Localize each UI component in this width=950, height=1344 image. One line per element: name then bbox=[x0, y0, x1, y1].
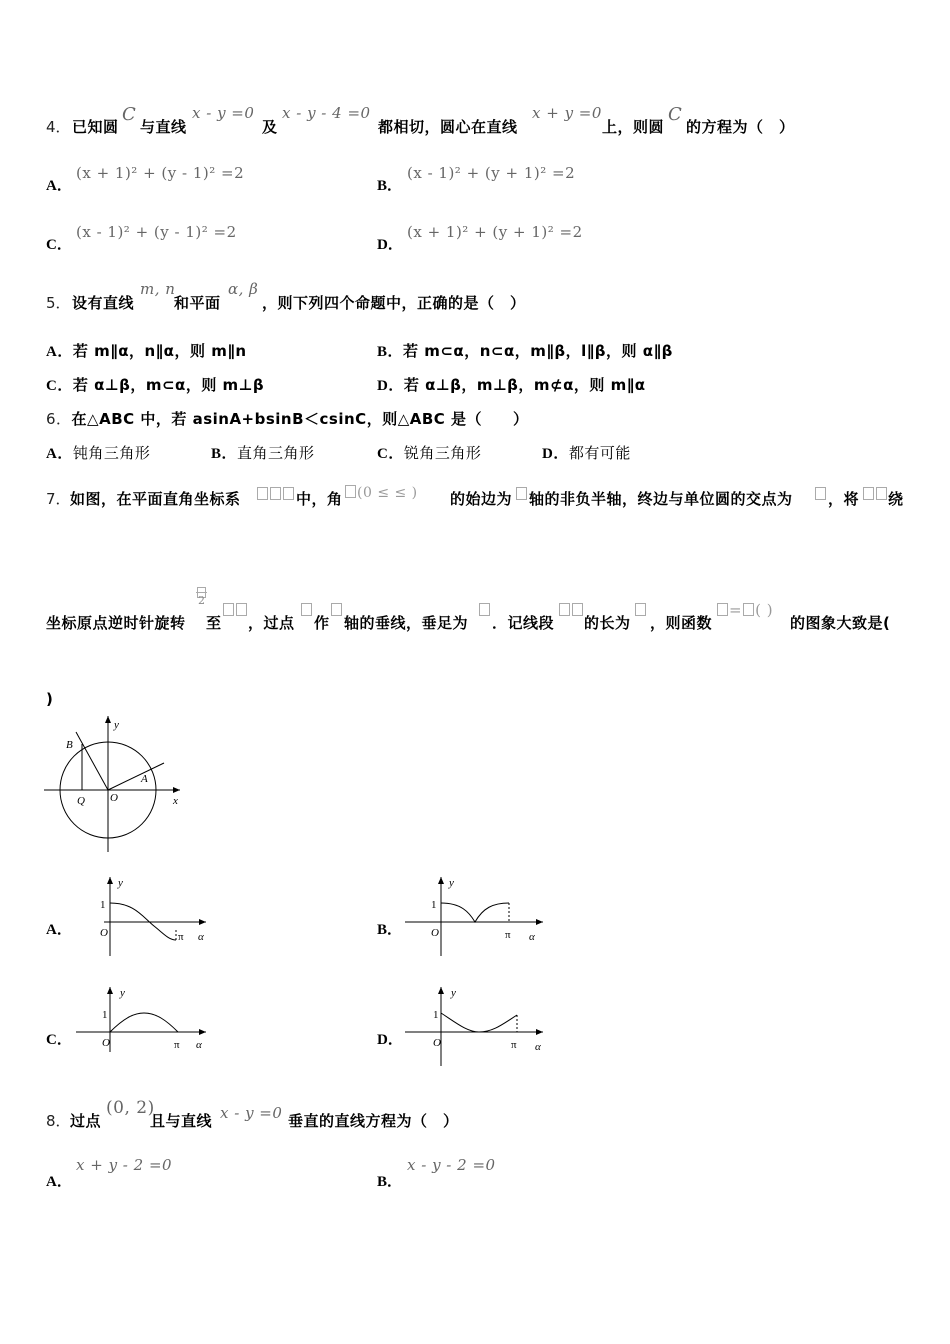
equals: = bbox=[729, 601, 743, 619]
option-expr: x - y - 2 =0 bbox=[407, 1156, 496, 1174]
tick-one: 1 bbox=[433, 1009, 439, 1021]
tick-one: 1 bbox=[102, 1009, 108, 1021]
placeholder-glyph bbox=[222, 600, 248, 619]
graph-b bbox=[403, 872, 583, 962]
q7-text: 的始边为 bbox=[450, 490, 513, 508]
option-label: B． bbox=[377, 344, 404, 360]
option-label: A． bbox=[46, 344, 73, 360]
y-arrow-icon bbox=[107, 987, 113, 994]
option-expr: (x - 1)² + (y + 1)² =2 bbox=[407, 164, 576, 182]
placeholder-glyph bbox=[330, 600, 343, 619]
q5-number: 5． bbox=[46, 294, 71, 312]
unit-circle-figure bbox=[40, 712, 200, 862]
x-arrow-icon bbox=[536, 1029, 543, 1035]
option-text: 直角三角形 bbox=[237, 444, 315, 462]
fraction-denominator: 2 bbox=[198, 594, 205, 607]
option-label: B． bbox=[211, 446, 238, 462]
y-label: y bbox=[114, 719, 119, 731]
q7-text: 轴的垂线，垂足为 bbox=[344, 614, 469, 632]
x-arrow-icon bbox=[173, 787, 180, 793]
placeholder-glyph bbox=[814, 484, 827, 503]
y-arrow-icon bbox=[438, 987, 444, 994]
graph-c bbox=[74, 982, 254, 1072]
alpha-label: α bbox=[529, 931, 535, 943]
option-text: 锐角三角形 bbox=[403, 444, 482, 462]
placeholder-glyph bbox=[634, 600, 647, 619]
option-label: A． bbox=[46, 178, 72, 194]
origin-label: O bbox=[431, 927, 439, 939]
q4-text: 已知圆 bbox=[72, 118, 119, 136]
placeholder-glyph bbox=[515, 484, 528, 503]
q4-number: 4． bbox=[46, 118, 71, 136]
origin-label: O bbox=[102, 1037, 110, 1049]
fraction-bar bbox=[196, 592, 207, 593]
q4-circle-c2: C bbox=[668, 104, 683, 125]
option-expr: (x + 1)² + (y + 1)² =2 bbox=[407, 223, 583, 241]
alpha-label: α bbox=[196, 1039, 202, 1051]
q7-text: ，则函数 bbox=[650, 614, 713, 632]
q7-text: ．记线段 bbox=[492, 614, 555, 632]
q6-option-b[interactable] bbox=[211, 442, 315, 463]
x-arrow-icon bbox=[536, 919, 543, 925]
x-label: x bbox=[173, 795, 178, 807]
q4-line1: x - y =0 bbox=[192, 104, 255, 122]
option-label: B． bbox=[377, 1174, 403, 1190]
origin-label: O bbox=[433, 1037, 441, 1049]
q8-line: x - y =0 bbox=[220, 1104, 283, 1122]
placeholder-glyph bbox=[862, 484, 888, 503]
y-arrow-icon bbox=[107, 877, 113, 884]
q7-text: 作 bbox=[314, 614, 330, 632]
q4-text: 都相切，圆心在直线 bbox=[378, 118, 518, 136]
q8-number: 8． bbox=[46, 1112, 71, 1130]
placeholder-glyph bbox=[300, 600, 313, 619]
q7-angle bbox=[344, 482, 418, 501]
option-text: 若 α⊥β，m⊥β，m⊄α，则 m∥α bbox=[403, 376, 646, 394]
q4-text: 的方程为（ ） bbox=[686, 118, 795, 136]
q6-number: 6． bbox=[46, 410, 72, 428]
q4-text: 上，则圆 bbox=[602, 118, 665, 136]
point-a-label: A bbox=[141, 773, 148, 785]
option-label: C． bbox=[377, 446, 404, 462]
question-6 bbox=[46, 408, 529, 429]
q8-text: 且与直线 bbox=[150, 1112, 213, 1130]
y-arrow-icon bbox=[438, 877, 444, 884]
option-text: 若 m∥α，n∥α，则 m∥n bbox=[72, 342, 247, 360]
q7-text: 至 bbox=[206, 614, 222, 632]
placeholder-glyph bbox=[256, 484, 295, 503]
option-label: C． bbox=[46, 237, 72, 253]
paren: ( ) bbox=[755, 601, 774, 619]
tick-one: 1 bbox=[100, 899, 106, 911]
x-arrow-icon bbox=[199, 1029, 206, 1035]
alpha-label: α bbox=[198, 931, 204, 943]
q7-text: 的长为 bbox=[584, 614, 631, 632]
y-arrow-icon bbox=[105, 716, 111, 723]
q7-text: 坐标原点逆时针旋转 bbox=[46, 614, 186, 632]
option-expr: x + y - 2 =0 bbox=[76, 1156, 173, 1174]
pi-label: π bbox=[511, 1039, 517, 1051]
q7-function bbox=[716, 600, 773, 619]
curve bbox=[441, 903, 509, 922]
q7-close-paren: ) bbox=[46, 690, 54, 708]
option-expr: (x + 1)² + (y - 1)² =2 bbox=[76, 164, 245, 182]
pi-label: π bbox=[178, 931, 184, 943]
option-label: A． bbox=[46, 446, 73, 462]
q5-option-d[interactable] bbox=[377, 374, 646, 395]
q7-number: 7． bbox=[46, 490, 71, 508]
q6-option-c[interactable] bbox=[377, 442, 481, 463]
q4-circle-c: C bbox=[122, 104, 137, 125]
option-text: 都有可能 bbox=[568, 444, 631, 462]
q7-text: ，过点 bbox=[248, 614, 295, 632]
option-label: D． bbox=[542, 446, 569, 462]
point-q-label: Q bbox=[77, 795, 85, 807]
q5-text: 设有直线 bbox=[72, 294, 135, 312]
option-text: 钝角三角形 bbox=[72, 444, 151, 462]
placeholder-glyph bbox=[558, 600, 584, 619]
terminal-side-b bbox=[76, 732, 108, 790]
option-label: D． bbox=[377, 1032, 403, 1048]
q6-option-a[interactable] bbox=[46, 442, 150, 463]
q7-text: 的图象大致是( bbox=[790, 614, 891, 632]
q4-line3: x + y =0 bbox=[532, 104, 602, 122]
option-label: C． bbox=[46, 378, 73, 394]
q7-text: 如图，在平面直角坐标系 bbox=[70, 490, 241, 508]
origin-label: O bbox=[110, 792, 118, 804]
q5-option-b[interactable] bbox=[377, 340, 673, 361]
q7-text: 绕 bbox=[888, 490, 904, 508]
curve bbox=[110, 1013, 178, 1032]
q4-text: 及 bbox=[262, 118, 278, 136]
q5-text: 和平面 bbox=[174, 294, 221, 312]
q5-planes: α, β bbox=[228, 280, 259, 298]
tick-one: 1 bbox=[431, 899, 437, 911]
pi-label: π bbox=[174, 1039, 180, 1051]
q6-option-d[interactable] bbox=[542, 442, 631, 463]
question-7-line2 bbox=[46, 578, 926, 638]
option-label: B． bbox=[377, 178, 403, 194]
option-label: A． bbox=[46, 922, 72, 938]
placeholder-glyph bbox=[478, 600, 491, 619]
q7-text: 中，角 bbox=[296, 490, 343, 508]
y-label: y bbox=[449, 877, 454, 889]
y-label: y bbox=[120, 987, 125, 999]
q8-text: 垂直的直线方程为（ ） bbox=[288, 1112, 459, 1130]
point-b-label: B bbox=[66, 739, 73, 751]
graph-a bbox=[74, 872, 254, 962]
curve bbox=[441, 1013, 517, 1032]
option-label: D． bbox=[377, 378, 404, 394]
alpha-label: α bbox=[535, 1041, 541, 1053]
q8-point: (0, 2) bbox=[106, 1098, 155, 1118]
origin-label: O bbox=[100, 927, 108, 939]
q5-lines: m, n bbox=[140, 280, 176, 298]
option-text: 若 m⊂α，n⊂α，m∥β，l∥β，则 α∥β bbox=[403, 342, 673, 360]
q5-option-c[interactable] bbox=[46, 374, 264, 395]
q5-option-a[interactable] bbox=[46, 340, 247, 361]
graph-d bbox=[403, 982, 583, 1072]
y-label: y bbox=[118, 877, 123, 889]
q6-text: 在△ABC 中，若 asinA+bsinB＜csinC，则△ABC 是（ ） bbox=[71, 410, 529, 428]
option-label: A． bbox=[46, 1174, 72, 1190]
option-label: D． bbox=[377, 237, 403, 253]
q8-text: 过点 bbox=[70, 1112, 102, 1130]
option-expr: (x - 1)² + (y - 1)² =2 bbox=[76, 223, 237, 241]
q4-text: 与直线 bbox=[140, 118, 187, 136]
q7-text: 轴的非负半轴，终边与单位圆的交点为 bbox=[529, 490, 793, 508]
q4-line2: x - y - 4 =0 bbox=[282, 104, 371, 122]
y-label: y bbox=[451, 987, 456, 999]
angle-range: (0 ≤ ≤ ) bbox=[357, 485, 418, 501]
x-arrow-icon bbox=[199, 919, 206, 925]
pi-label: π bbox=[505, 929, 511, 941]
option-text: 若 α⊥β，m⊂α，则 m⊥β bbox=[72, 376, 265, 394]
q7-text: ，将 bbox=[828, 490, 860, 508]
q5-text: ，则下列四个命题中，正确的是（ ） bbox=[262, 294, 526, 312]
option-label: C． bbox=[46, 1032, 72, 1048]
option-label: B． bbox=[377, 922, 403, 938]
